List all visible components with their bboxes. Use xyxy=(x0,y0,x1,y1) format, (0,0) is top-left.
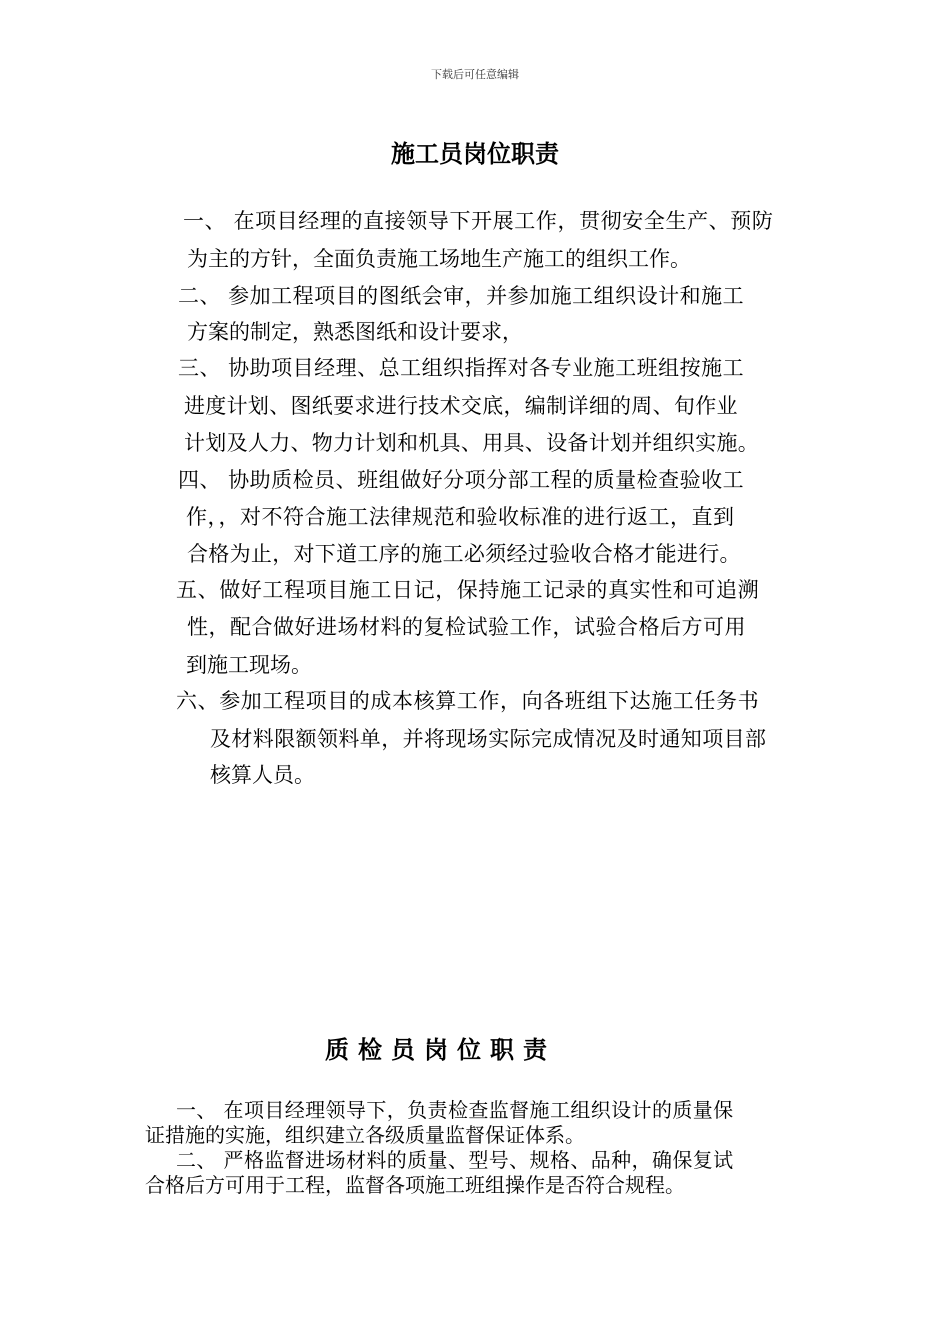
section1-line: 六、参加工程项目的成本核算工作，向各班组下达施工任务书 xyxy=(176,689,760,713)
section1-line: 为主的方针，全面负责施工场地生产施工的组织工作。 xyxy=(187,247,691,271)
section2-line: 证措施的实施，组织建立各级质量监督保证体系。 xyxy=(145,1123,585,1147)
section1-line: 一、 在项目经理的直接领导下开展工作，贯彻安全生产、预防 xyxy=(183,209,774,233)
section1-line: 进度计划、图纸要求进行技术交底，编制详细的周、旬作业 xyxy=(184,394,738,418)
section1-line: 作，，对不符合施工法律规范和验收标准的进行返工，直到 xyxy=(186,505,735,529)
header-note: 下载后可任意编辑 xyxy=(431,68,519,81)
section1-line: 二、 参加工程项目的图纸会审，并参加施工组织设计和施工 xyxy=(178,284,745,308)
section1-line: 到施工现场。 xyxy=(186,653,312,677)
section2-line: 一、 在项目经理领导下，负责检查监督施工组织设计的质量保 xyxy=(176,1098,734,1122)
section1-title: 施工员岗位职责 xyxy=(391,139,559,168)
section1-line: 及材料限额领料单，并将现场实际完成情况及时通知项目部 xyxy=(210,727,767,751)
section1-line: 性，配合做好进场材料的复检试验工作，试验合格后方可用 xyxy=(187,615,746,639)
section1-line: 方案的制定，熟悉图纸和设计要求， xyxy=(187,320,523,344)
section1-line: 合格为止，对下道工序的施工必须经过验收合格才能进行。 xyxy=(187,542,741,566)
section1-line: 计划及人力、物力计划和机具、用具、设备计划并组织实施。 xyxy=(184,431,760,455)
section1-line: 三、 协助项目经理、总工组织指挥对各专业施工班组按施工 xyxy=(178,356,745,380)
section1-line: 五、做好工程项目施工日记，保持施工记录的真实性和可追溯 xyxy=(176,578,760,602)
section1-line: 四、 协助质检员、班组做好分项分部工程的质量检查验收工 xyxy=(178,468,745,492)
section2-title: 质检员岗位职责 xyxy=(325,1035,556,1064)
section2-line: 二、 严格监督进场材料的质量、型号、规格、品种，确保复试 xyxy=(176,1148,734,1172)
section1-line: 核算人员。 xyxy=(210,763,315,787)
section2-line: 合格后方可用于工程，监督各项施工班组操作是否符合规程。 xyxy=(145,1173,685,1197)
